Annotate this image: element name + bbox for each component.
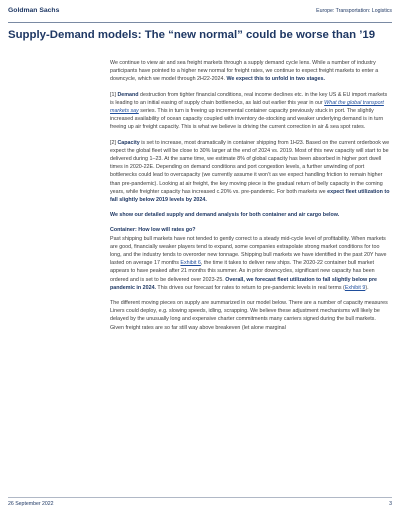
page-title: Supply-Demand models: The “new normal” could be worse than ’19 — [8, 29, 376, 41]
body-text — [110, 59, 390, 339]
page-header — [8, 7, 392, 23]
paragraph-2: [1] Demand destruction from tighter financial conditions, real income declines etc. in the key US & EU import markets is leading to an initial easing of supply chain bottlenecks, as laid out earlier this year in our What the global transport markets say series. This in turn is freeing up incremental container capacity previously stuck in port. The slightly increased availability of ocean capacity coupled with inventory de-stocking and weaker underlying demand is in turn freeing up air freight capacity. This is what we believe is driving the current correction in air & sea spot rates. — [110, 91, 388, 131]
paragraph-3: [2] Capacity is set to increase, most dramatically in container shipping from 1H23. Based on the current orderbook we expect the global fleet will be close to 30% larger at the end of 2024 vs. 2019. Most of this new capacity will start to be delivered during 1–23. At the same time, we estimate 8% of global capacity has been absorbed in higher port dwell times in 2020-22E. Depending on demand conditions and port congestion levels, a further unwinding of port bottlenecks could lead to overcapacity (we currently assume it won’t as we expect handling friction to remain higher than pre-pandemic). Looking at air freight, the key moving piece is the gradual return of belly capacity in the coming years, while freighter capacity has increased c.20% vs. pre-pandemic. For both markets we expect fleet utilization to fall slightly below 2019 levels by 2024. — [110, 139, 390, 204]
brand-logo-text: Goldman Sachs — [8, 7, 60, 14]
paragraph-6: The different moving pieces on supply are summarized in our model below. There are a number of capacity measures Liners could deploy, e.g. slowing speeds, idling, scrapping. We believe these adjustment mechanisms will likely be delayed by the unusually long and expensive charter commitments many carriers signed during the bull markets. Given freight rates are so far still way above breakeven (let alone marginal — [110, 300, 388, 331]
paragraph-4: We show our detailed supply and demand analysis for both container and air cargo below. — [110, 212, 340, 219]
link-exhibit-9[interactable]: Exhibit 9 — [344, 284, 366, 291]
footer-date: 26 September 2022 — [8, 501, 54, 507]
subheading-container: Container: How low will rates go? — [110, 227, 196, 234]
page-footer — [8, 500, 392, 510]
page-number: 3 — [389, 501, 392, 507]
header-rule — [8, 22, 392, 23]
report-section: Europe: Transportation: Logistics — [316, 8, 392, 14]
footer-rule — [8, 497, 392, 498]
link-global-transport[interactable]: What the global transport markets say — [110, 99, 384, 115]
paragraph-5: Past shipping bull markets have not tended to gently correct to a steady mid-cycle level of profitability. When markets are good, financially weaker players tend to expand, some companies extrapolate strong market conditions for too long, and the industry tends to overorder new tonnage. Shipping bull markets we have identified in the past 20Y have lasted on average 17 months Exhibit 6, the time it takes to deliver new ships. The 2020-22 container bull market appears to have peaked after 21 months this summer. As in prior downcycles, significant new capacity has been ordered and is set to be delivered over 2023-25. Overall, we forecast fleet utilization to fall slightly below pre pandemic in 2024. This drives our forecast for rates to return to pre-pandemic levels in real terms (Exhibit 9). — [110, 235, 387, 291]
paragraph-1: We continue to view air and sea freight markets through a supply demand cycle lens. While a number of industry participants have pointed to a higher new normal for freight rates, we continue to expect freight markets to enter a downcycle, which we model through 2H22-2024. We expect this to unfold in two stages. — [110, 60, 379, 83]
link-exhibit-6[interactable]: Exhibit 6 — [180, 260, 201, 267]
